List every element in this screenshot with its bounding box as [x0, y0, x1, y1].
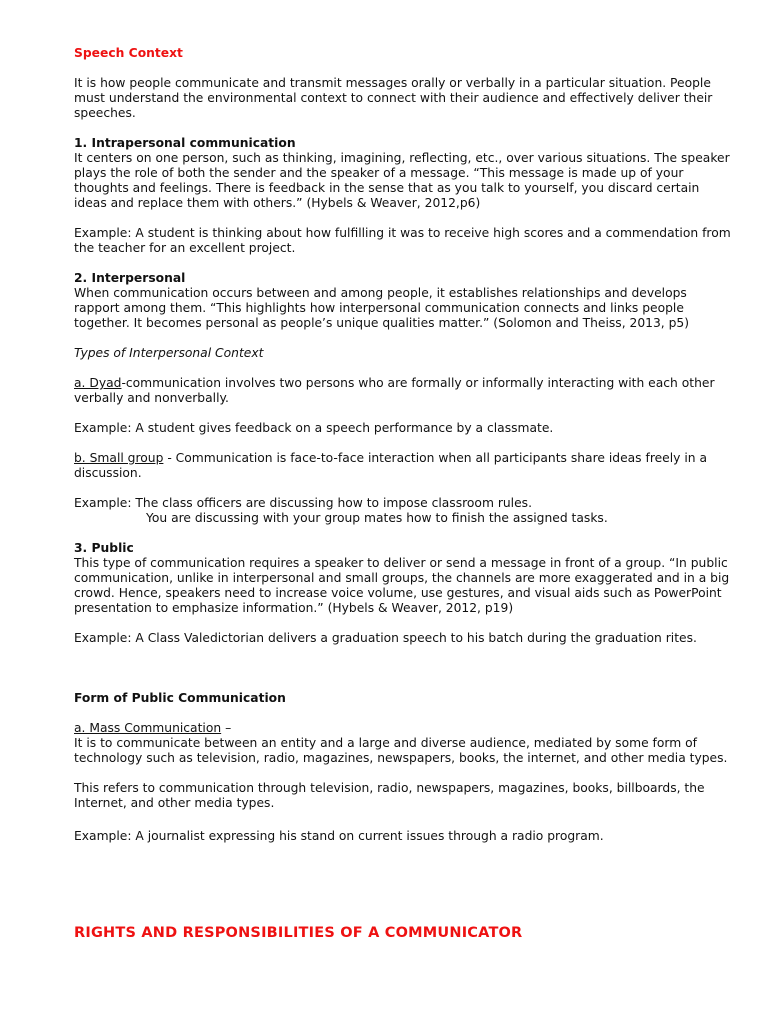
small-group-examples: [74, 496, 734, 526]
dyad-example: Example: A student gives feedback on a speech performance by a classmate.: [74, 421, 554, 435]
small-group-paragraph: [74, 451, 734, 481]
section-heading-intrapersonal: 1. Intrapersonal communication: [74, 136, 296, 150]
small-group-text: - Communication is face-to-face interaction when all participants share ideas freely in a discussion.: [74, 451, 707, 480]
mass-communication-block: [74, 721, 734, 766]
small-group-example-2: You are discussing with your group mates how to finish the assigned tasks.: [146, 511, 608, 525]
section-body-public: This type of communication requires a speaker to deliver or send a message in front of a group. “In public communication, unlike in interpersonal and small groups, the channels are more exaggerated and in a big crowd. Hence, speakers need to increase voice volume, use gestures, and visual aids such as PowerPoint presentation to emphasize information.” (Hybels & Weaver, 2012, p19): [74, 556, 730, 615]
types-label: Types of Interpersonal Context: [74, 346, 264, 360]
example-intrapersonal: Example: A student is thinking about how fulfilling it was to receive high scores and a commendation from the teacher for an excellent project.: [74, 226, 731, 255]
section-body-interpersonal: When communication occurs between and among people, it establishes relationships and develops rapport among them. “This highlights how interpersonal communication connects and links people together. It becomes personal as people’s unique qualities matter.” (Solomon and Theiss, 2013, p5): [74, 286, 690, 330]
section-interpersonal: [74, 271, 734, 331]
mass-example: Example: A journalist expressing his stand on current issues through a radio program.: [74, 829, 604, 843]
small-group-example-1: Example: The class officers are discussing how to impose classroom rules.: [74, 496, 532, 510]
intro-paragraph: It is how people communicate and transmit messages orally or verbally in a particular situation. People must understand the environmental context to connect with their audience and effectively deliver their speeches.: [74, 76, 713, 120]
document-page: [74, 46, 734, 941]
footer-heading: RIGHTS AND RESPONSIBILITIES OF A COMMUNICATOR: [74, 925, 523, 941]
mass-dash: –: [221, 721, 232, 735]
dyad-paragraph: [74, 376, 734, 406]
mass-term: a. Mass Communication: [74, 721, 222, 735]
section-intrapersonal: [74, 136, 734, 211]
example-public: Example: A Class Valedictorian delivers a graduation speech to his batch during the graduation rites.: [74, 631, 697, 645]
section-public: [74, 541, 734, 616]
dyad-term: a. Dyad: [74, 376, 122, 390]
mass-communication-body: It is to communicate between an entity and a large and diverse audience, mediated by some form of technology such as television, radio, magazines, newspapers, books, the internet, and other media types.: [74, 736, 728, 765]
mass-refers-paragraph: This refers to communication through television, radio, newspapers, magazines, books, billboards, the Internet, and other media types.: [74, 781, 705, 810]
document-title: Speech Context: [74, 46, 183, 60]
form-heading: Form of Public Communication: [74, 691, 286, 705]
small-group-term: b. Small group: [74, 451, 164, 465]
section-body-intrapersonal: It centers on one person, such as thinking, imagining, reflecting, etc., over various situations. The speaker plays the role of both the sender and the speaker of a message. “This message is made up of your thoughts and feelings. There is feedback in the sense that as you talk to yourself, you discard certain ideas and replace them with others.” (Hybels & Weaver, 2012,p6): [74, 151, 730, 210]
section-heading-public: 3. Public: [74, 541, 134, 555]
mass-communication-label: [74, 721, 734, 736]
section-heading-interpersonal: 2. Interpersonal: [74, 271, 186, 285]
dyad-text: -communication involves two persons who are formally or informally interacting with each other verbally and nonverbally.: [74, 376, 715, 405]
